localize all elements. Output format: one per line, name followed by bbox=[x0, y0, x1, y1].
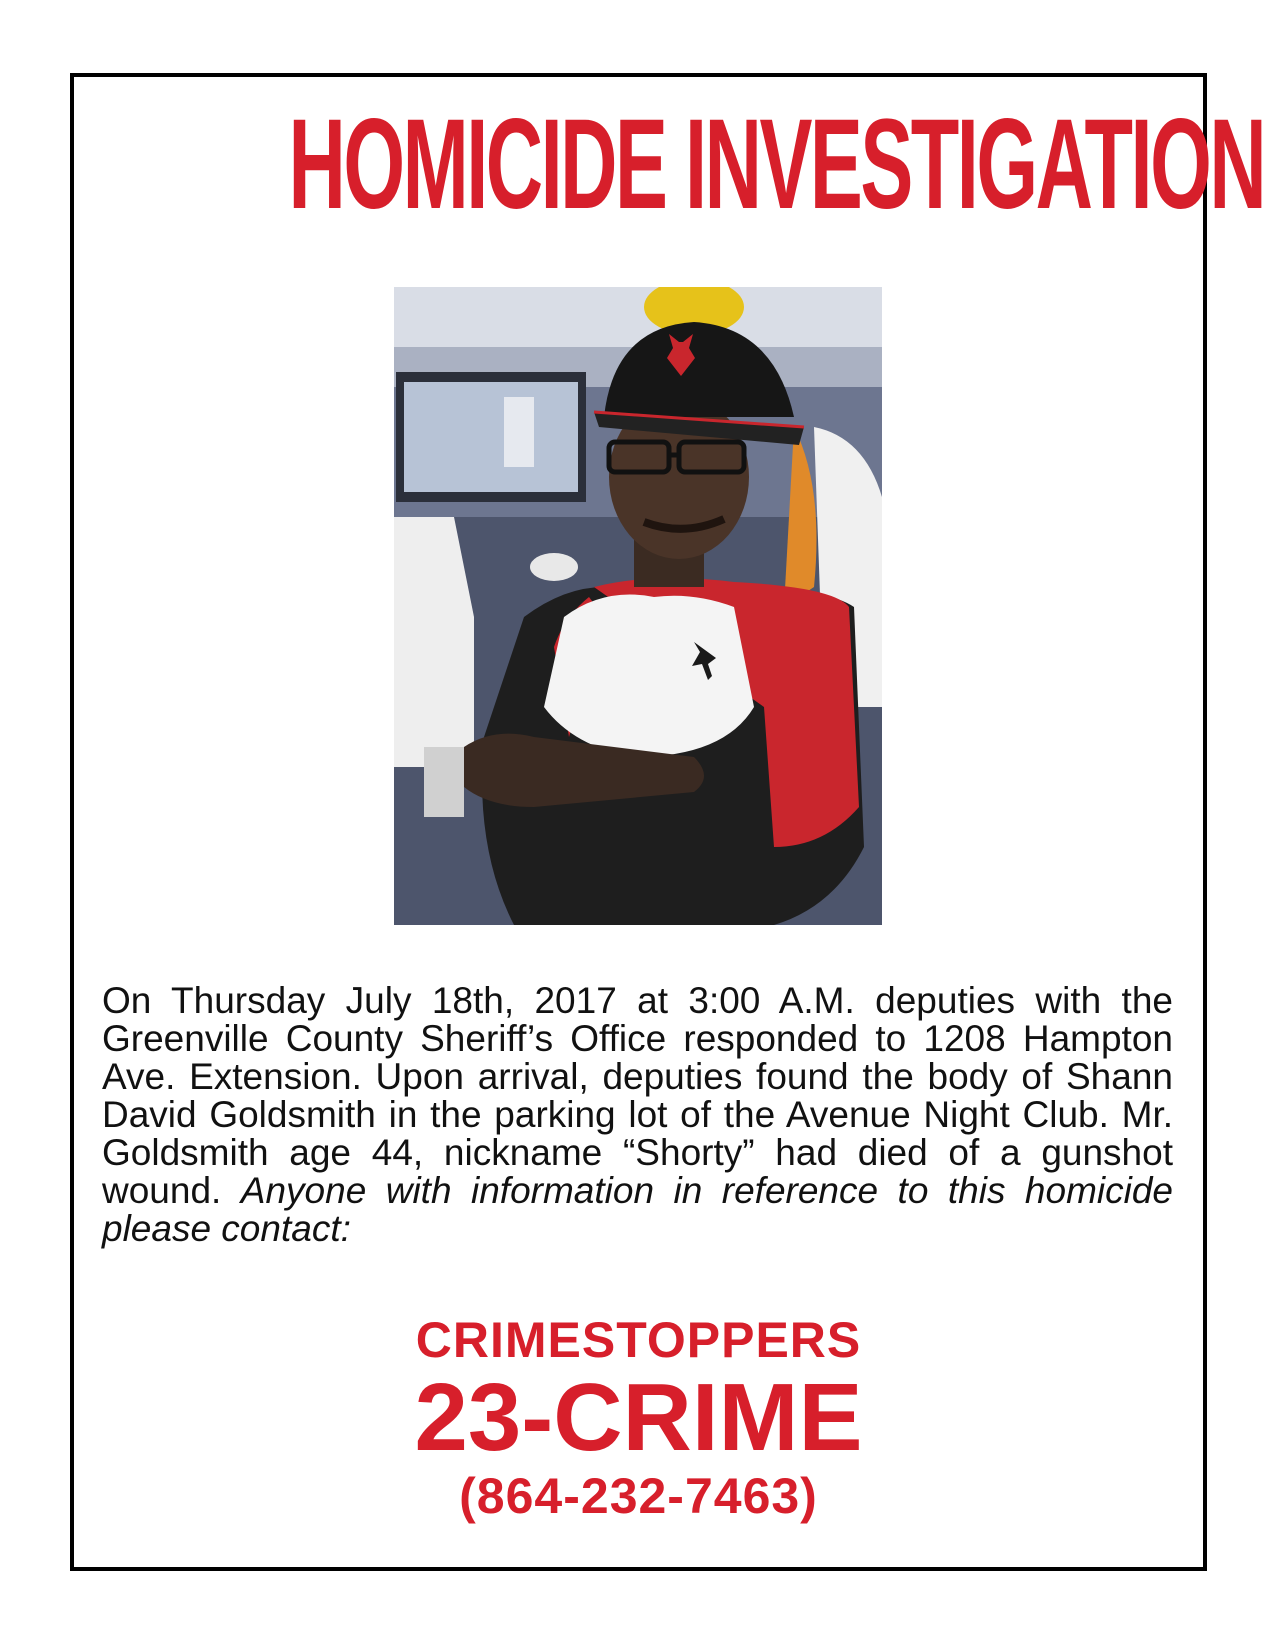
incident-summary: On Thursday July 18th, 2017 at 3:00 A.M. deputies with the Greenville County Sheriff’s Office responded to 1208 Hampton Ave. Extension. Upon arrival, deputies found the body of Shann David Goldsmith in the parking lot of the Avenue Night Club. Mr. Goldsmith age 44, nickname “Shorty” had died of a gunshot wound. bbox=[102, 980, 1173, 1211]
victim-photo bbox=[394, 287, 882, 925]
crimestoppers-label: CRIMESTOPPERS bbox=[415, 1312, 862, 1368]
incident-description bbox=[102, 982, 1173, 1248]
phone-number: (864-232-7463) bbox=[459, 1468, 818, 1524]
hotline-number: 23-CRIME bbox=[414, 1364, 863, 1471]
headline: HOMICIDE INVESTIGATION bbox=[288, 93, 1265, 236]
tip-appeal: Anyone with information in reference to this homicide please contact: bbox=[102, 1170, 1173, 1249]
poster-frame bbox=[70, 73, 1265, 1571]
